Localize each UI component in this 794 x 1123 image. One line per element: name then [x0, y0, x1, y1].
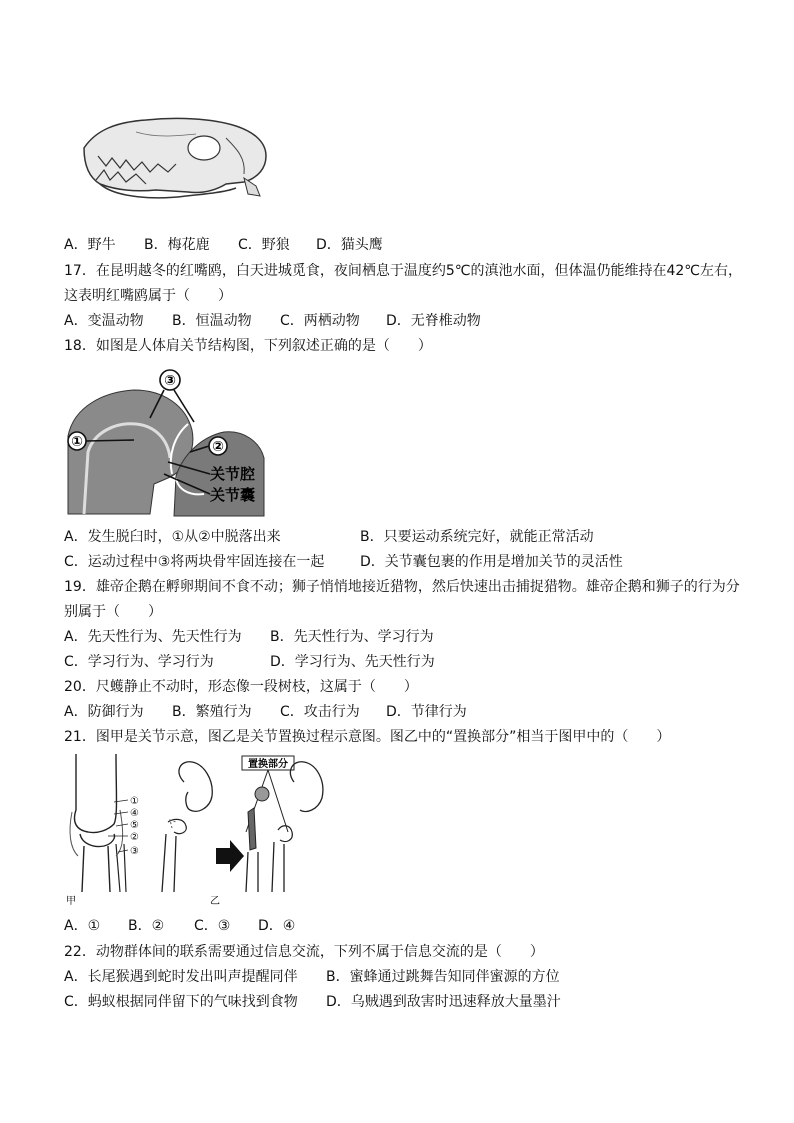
q22-option-a: A．长尾猴遇到蛇时发出叫声提醒同伴 — [64, 969, 298, 985]
q21-option-a: A．① — [64, 918, 101, 934]
q17-stem-line2: 这表明红嘴鸥属于（ ） — [64, 288, 232, 304]
label-replace-part: 置换部分 — [248, 759, 288, 770]
q16-option-d: D．猫头鹰 — [316, 237, 383, 253]
shoulder-joint-figure — [64, 366, 274, 518]
label-3: ③ — [130, 846, 139, 857]
q22-stem: 22．动物群体间的联系需要通过信息交流，下列不属于信息交流的是（ ） — [64, 944, 544, 960]
q16-option-c: C．野狼 — [238, 237, 290, 253]
label-4: ④ — [130, 808, 139, 819]
q19-stem-line1: 19．雄帝企鹅在孵卵期间不食不动；狮子悄悄地接近猎物，然后快速出击捕捉猎物。雄帝企鹅和狮子的行为分 — [64, 579, 740, 595]
q20-option-b: B．繁殖行为 — [172, 704, 252, 720]
q18-stem: 18．如图是人体肩关节结构图，下列叙述正确的是（ ） — [64, 338, 432, 354]
joint-replacement-figure — [64, 752, 334, 908]
q22-option-c: C．蚂蚁根据同伴留下的气味找到食物 — [64, 994, 298, 1010]
q19-stem-line2: 别属于（ ） — [64, 604, 162, 620]
label-2: ② — [212, 439, 224, 455]
label-5: ⑤ — [130, 820, 139, 831]
label-joint-cavity: 关节腔 — [210, 465, 256, 483]
q20-stem: 20．尺蠖静止不动时，形态像一段树枝，这属于（ ） — [64, 679, 418, 695]
q19-option-a: A．先天性行为、先天性行为 — [64, 629, 242, 645]
q22-option-d: D．乌贼遇到敌害时迅速释放大量墨汁 — [326, 994, 561, 1010]
q16-option-a: A．野牛 — [64, 237, 116, 253]
label-jia: 甲 — [66, 896, 76, 907]
q17-option-d: D．无脊椎动物 — [386, 313, 481, 329]
q21-option-d: D．④ — [258, 918, 296, 934]
q20-option-d: D．节律行为 — [386, 704, 467, 720]
wolf-skull-drawing — [76, 108, 272, 208]
label-yi: 乙 — [210, 896, 220, 907]
joint-replacement-drawing — [64, 752, 334, 908]
q21-option-c: C．③ — [194, 918, 231, 934]
q17-stem-line1: 17．在昆明越冬的红嘴鸥，白天进城觅食，夜间栖息于温度约5℃的滇池水面，但体温仍能维持在42℃左右， — [64, 263, 742, 279]
q18-option-b: B．只要运动系统完好，就能正常活动 — [360, 529, 594, 545]
label-1: ① — [71, 434, 83, 450]
q19-option-c: C．学习行为、学习行为 — [64, 654, 214, 670]
q20-option-a: A．防御行为 — [64, 704, 144, 720]
q19-option-b: B．先天性行为、学习行为 — [270, 629, 434, 645]
q21-stem: 21．图甲是关节示意，图乙是关节置换过程示意图。图乙中的“置换部分”相当于图甲中的（ ） — [64, 729, 671, 745]
q20-option-c: C．攻击行为 — [280, 704, 360, 720]
skull-figure — [76, 108, 272, 208]
label-joint-capsule: 关节囊 — [210, 486, 256, 504]
label-1: ① — [130, 796, 139, 807]
label-2: ② — [130, 832, 139, 843]
shoulder-joint-drawing — [64, 366, 274, 518]
q18-option-a: A．发生脱臼时，①从②中脱落出来 — [64, 529, 281, 545]
q17-option-b: B．恒温动物 — [172, 313, 252, 329]
q18-option-d: D．关节囊包裹的作用是增加关节的灵活性 — [360, 554, 623, 570]
q21-option-b: B．② — [128, 918, 165, 934]
q19-option-d: D．学习行为、先天性行为 — [270, 654, 435, 670]
label-3: ③ — [164, 373, 176, 389]
q17-option-c: C．两栖动物 — [280, 313, 360, 329]
q18-option-c: C．运动过程中③将两块骨牢固连接在一起 — [64, 554, 325, 570]
q17-option-a: A．变温动物 — [64, 313, 144, 329]
q16-option-b: B．梅花鹿 — [144, 237, 210, 253]
q22-option-b: B．蜜蜂通过跳舞告知同伴蜜源的方位 — [326, 969, 560, 985]
